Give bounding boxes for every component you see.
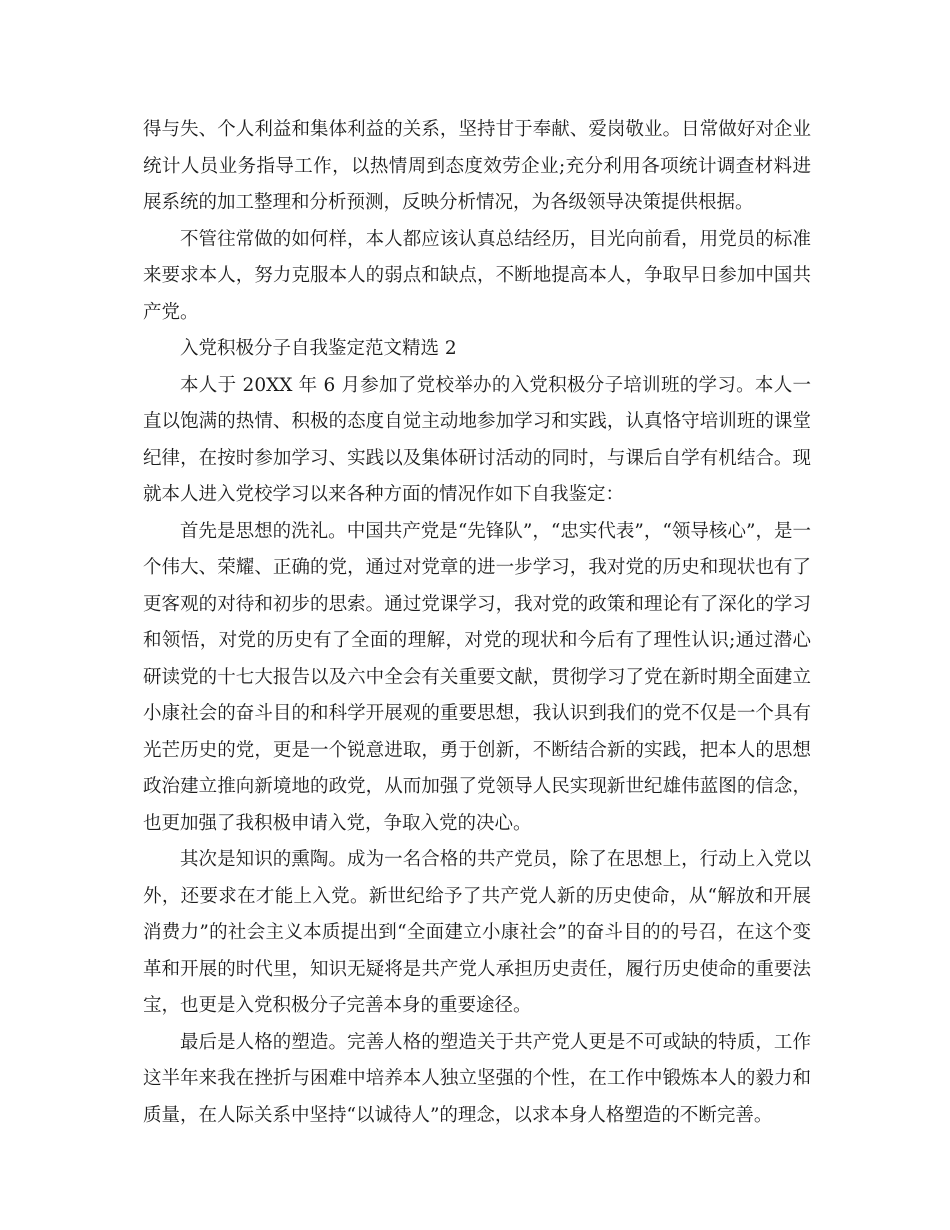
paragraph-knowledge: 其次是知识的熏陶。成为一名合格的共产党员，除了在思想上，行动上入党以外，还要求在才能上入党。新世纪给予了共产党人新的历史使命，从“解放和开展消费力”的社会主义本质提出到“全面建立小康社会”的奋斗目的的号召，在这个变革和开展的时代里，知识无疑将是共产党人承担历史责任，履行历史使命的重要法宝，也更是入党积极分子完善本身的重要途径。	[143, 849, 811, 1016]
section-heading: 入党积极分子自我鉴定范文精选 2	[180, 338, 457, 359]
paragraph-summary: 不管往常做的如何样，本人都应该认真总结经历，目光向前看，用党员的标准来要求本人，努力克服本人的弱点和缺点，不断地提高本人，争取早日参加中国共产党。	[143, 228, 811, 323]
paragraph-character: 最后是人格的塑造。完善人格的塑造关于共产党人更是不可或缺的特质，工作这半年来我在挫折与困难中培养本人独立坚强的个性，在工作中锻炼本人的毅力和质量，在人际关系中坚持“以诚待人”的理念，以求本身人格塑造的不断完善。	[143, 1031, 811, 1126]
paragraph-continuation: 得与失、个人利益和集体利益的关系，坚持甘于奉献、爱岗敬业。日常做好对企业统计人员业务指导工作，以热情周到态度效劳企业;充分利用各项统计调查材料进展系统的加工整理和分析预测，反映分析情况，为各级领导决策提供根据。	[143, 119, 811, 213]
paragraph-intro: 本人于 20XX 年 6 月参加了党校举办的入党积极分子培训班的学习。本人一直以饱满的热情、积极的态度自觉主动地参加学习和实践，认真恪守培训班的课堂纪律，在按时参加学习、实践以及集体研讨活动的同时，与课后自学有机结合。现就本人进入党校学习以来各种方面的情况作如下自我鉴定：	[143, 374, 811, 505]
paragraph-thought: 首先是思想的洗礼。中国共产党是“先锋队”，“忠实代表”，“领导核心”，是一个伟大、荣耀、正确的党，通过对党章的进一步学习，我对党的历史和现状也有了更客观的对待和初步的思索。通过党课学习，我对党的政策和理论有了深化的学习和领悟，对党的历史有了全面的理解，对党的现状和今后有了理性认识;通过潜心研读党的十七大报告以及六中全会有关重要文献，贯彻学习了党在新时期全面建立小康社会的奋斗目的和科学开展观的重要思想，我认识到我们的党不仅是一个具有光芒历史的党，更是一个锐意进取，勇于创新，不断结合新的实践，把本人的思想政治建立推向新境地的政党，从而加强了党领导人民实现新世纪雄伟蓝图的信念，也更加强了我积极申请入党，争取入党的决心。	[143, 520, 811, 834]
document-page	[143, 112, 811, 1134]
